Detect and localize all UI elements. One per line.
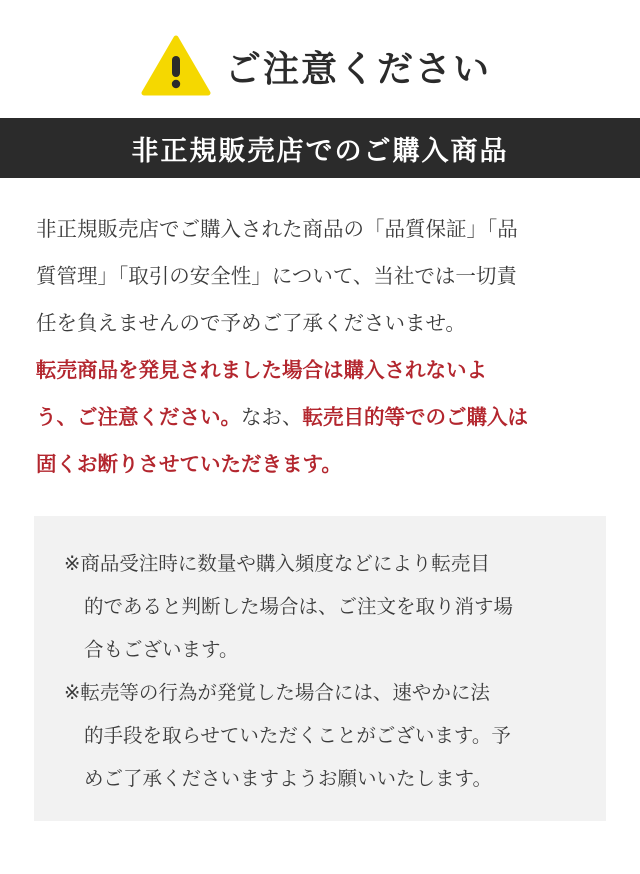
note-legal-action bbox=[64, 671, 584, 800]
body-line-5 bbox=[36, 394, 608, 441]
notes-box bbox=[34, 516, 606, 821]
notice-header bbox=[0, 30, 640, 102]
body-line-5-emphasis: う、ご注意ください。 bbox=[36, 405, 241, 429]
note-quantity-check bbox=[64, 542, 584, 671]
note-2-line-2: 的手段を取らせていただくことがございます。予 bbox=[84, 724, 511, 747]
warning-triangle-icon bbox=[141, 35, 211, 97]
body-line-3: 任を負えませんので予めご了承くださいませ。 bbox=[36, 311, 466, 335]
note-2-line-3: めご了承くださいますようお願いいたします。 bbox=[84, 767, 492, 790]
body-line-6-emphasis: 固くお断りさせていただきます。 bbox=[36, 452, 342, 476]
notice-title: ご注意ください bbox=[224, 48, 491, 90]
note-1-line-1: ※商品受注時に数量や購入頻度などにより転売目 bbox=[64, 552, 490, 575]
body-line-5-emphasis-2: 転売目的等でのご購入は bbox=[302, 405, 528, 429]
body-line-2: 質管理」「取引の安全性」について、当社では一切責 bbox=[36, 264, 517, 288]
body-line-5-plain: なお、 bbox=[241, 405, 303, 429]
section-title: 非正規販売店でのご購入商品 bbox=[131, 135, 509, 167]
note-1-line-3: 合もございます。 bbox=[84, 638, 239, 661]
note-2-line-1: ※転売等の行為が発覚した場合には、速やかに法 bbox=[64, 681, 490, 704]
note-1-line-2: 的であると判断した場合は、ご注文を取り消す場 bbox=[84, 595, 514, 618]
body-text bbox=[36, 206, 608, 488]
body-line-4-emphasis: 転売商品を発見されました場合は購入されないよ bbox=[36, 358, 487, 382]
section-bar bbox=[0, 118, 640, 178]
body-line-1: 非正規販売店でご購入された商品の「品質保証」「品 bbox=[36, 217, 518, 241]
